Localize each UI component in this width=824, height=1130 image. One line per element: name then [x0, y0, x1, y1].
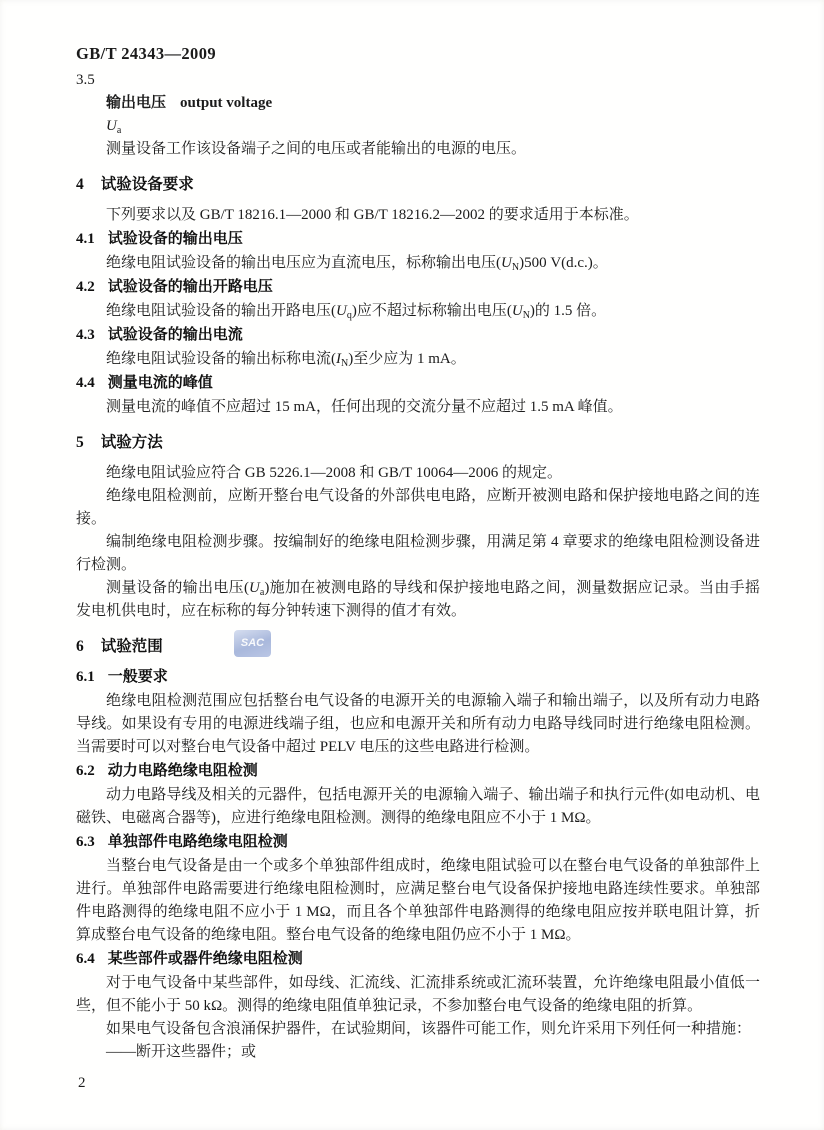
paragraph-5-1: 绝缘电阻试验应符合 GB 5226.1—2008 和 GB/T 10064—2006 的规定。: [106, 465, 562, 481]
section-number: 4: [76, 176, 84, 193]
clause-heading-4-4: [76, 372, 760, 395]
clause-number: 6.3: [76, 834, 95, 850]
section-title: 试验范围: [100, 638, 163, 655]
page-content: [76, 42, 760, 1095]
text-segment: )的 1.5 倍。: [529, 303, 607, 319]
variable: U: [249, 580, 260, 596]
page-number: 2: [78, 1075, 86, 1091]
paragraph-6-3: 当整台电气设备是由一个或多个单独部件组成时，绝缘电阻试验可以在整台电气设备的单独部件上进行。单独部件电路需要进行绝缘电阻检测时，应满足整台电气设备保护接地电路连续性要求。单独部件电路测得的绝缘电阻不应小于 1 MΩ，而且各个单独部件电路测得的绝缘电阻应按并联电阻计算，折算成整台电气设备的绝缘电阻。整台电气设备的绝缘电阻仍应不小于 1 MΩ。: [76, 858, 760, 943]
text-segment: 绝缘电阻试验设备的输出电压应为直流电压，标称输出电压(: [106, 255, 501, 271]
text-segment: 绝缘电阻试验设备的输出开路电压(: [106, 303, 336, 319]
section-number: 6: [76, 638, 84, 655]
term-en: output voltage: [180, 95, 273, 111]
clause-title: 试验设备的输出电流: [107, 327, 243, 343]
section-heading-6: [76, 635, 760, 658]
symbol-letter: U: [106, 118, 117, 134]
clause-title: 动力电路绝缘电阻检测: [107, 763, 258, 779]
variable: U: [336, 303, 347, 319]
paragraph-4-3: [76, 348, 760, 371]
text-segment: )至少应为 1 mA。: [348, 351, 466, 367]
variable-subscript: q: [346, 310, 352, 321]
standard-code: GB/T 24343—2009: [76, 44, 217, 63]
text-segment: 测量设备的输出电压(: [106, 580, 250, 596]
clause-heading-6-3: [76, 831, 760, 854]
symbol-subscript: a: [116, 125, 122, 136]
paragraph-4-intro: 下列要求以及 GB/T 18216.1—2000 和 GB/T 18216.2—2002 的要求适用于本标准。: [106, 207, 639, 223]
section-number: 5: [76, 434, 84, 451]
paragraph-4-4: 测量电流的峰值不应超过 15 mA，任何出现的交流分量不应超过 1.5 mA 峰值。: [106, 399, 623, 415]
section-title: 试验方法: [100, 434, 163, 451]
variable-subscript: a: [259, 587, 265, 598]
section-title: 试验设备要求: [100, 176, 194, 193]
text-segment: )500 V(d.c.)。: [519, 255, 608, 271]
clause-title: 一般要求: [107, 669, 168, 685]
clause-heading-6-2: [76, 760, 760, 783]
paragraph-5-4: [76, 577, 760, 623]
variable: I: [336, 351, 341, 367]
clause-title: 试验设备的输出开路电压: [107, 279, 273, 295]
clause-number: 4.3: [76, 327, 95, 343]
dash-list-item: ——断开这些器件；或: [106, 1044, 257, 1060]
clause-title: 试验设备的输出电压: [107, 231, 243, 247]
clause-heading-4-3: [76, 324, 760, 347]
clause-number: 4.2: [76, 279, 95, 295]
term-heading-3-5: [106, 92, 760, 115]
variable-subscript: N: [511, 262, 520, 273]
clause-heading-4-1: [76, 228, 760, 251]
text-segment: )施加在被测电路的导线和保护接地电路之间，测量数据应记录。当由手摇发电机供电时，应在标称的每分钟转速下测得的值才有效。: [76, 580, 761, 619]
clause-heading-6-4: [76, 948, 760, 971]
clause-number: 6.4: [76, 951, 95, 967]
variable-subscript: N: [341, 358, 349, 369]
section-heading-4: [76, 173, 760, 196]
text-segment: 绝缘电阻试验设备的输出标称电流(: [106, 351, 336, 367]
term-cn: 输出电压: [106, 95, 167, 111]
clause-heading-6-1: [76, 666, 760, 689]
paragraph-5-3: 编制绝缘电阻检测步骤。按编制好的绝缘电阻检测步骤，用满足第 4 章要求的绝缘电阻检测设备进行检测。: [76, 534, 760, 573]
section-heading-5: [76, 431, 760, 454]
clause-heading-4-2: [76, 276, 760, 299]
clause-3-5-number: 3.5: [76, 72, 95, 88]
paragraph-6-2: 动力电路导线及相关的元器件，包括电源开关的电源输入端子、输出端子和执行元件(如电动机、电磁铁、电磁离合器等)，应进行绝缘电阻检测。测得的绝缘电阻应不小于 1 MΩ。: [76, 787, 760, 826]
paragraph-6-1: 绝缘电阻检测范围应包括整台电气设备的电源开关的电源输入端子和输出端子，以及所有动力电路导线。如果设有专用的电源进线端子组，也应和电源开关和所有动力电路导线同时进行绝缘电阻检测。当需要时可以对整台电气设备中超过 PELV 电压的这些电路进行检测。: [76, 693, 760, 755]
paragraph-4-2: [76, 300, 760, 323]
paragraph-6-4-1: 对于电气设备中某些部件，如母线、汇流线、汇流排系统或汇流环装置，允许绝缘电阻最小值低一些，但不能小于 50 kΩ。测得的绝缘电阻值单独记录，不参加整台电气设备的绝缘电阻的折算。: [76, 975, 760, 1014]
variable: U: [511, 303, 523, 319]
definition-3-5: 测量设备工作该设备端子之间的电压或者能输出的电源的电压。: [106, 141, 527, 157]
sac-watermark: SAC: [234, 630, 271, 657]
clause-title: 某些部件或器件绝缘电阻检测: [107, 951, 303, 967]
paragraph-5-2: 绝缘电阻检测前，应断开整台电气设备的外部供电电路，应断开被测电路和保护接地电路之间的连接。: [76, 488, 760, 527]
clause-number: 4.1: [76, 231, 95, 247]
clause-number: 6.2: [76, 763, 95, 779]
variable-subscript: N: [522, 310, 530, 321]
variable: U: [501, 255, 512, 271]
clause-title: 单独部件电路绝缘电阻检测: [107, 834, 288, 850]
term-symbol-3-5: [106, 115, 760, 138]
clause-number: 6.1: [76, 669, 95, 685]
text-segment: )应不超过标称输出电压(: [351, 303, 512, 319]
clause-title: 测量电流的峰值: [107, 375, 213, 391]
paragraph-6-4-2: 如果电气设备包含浪涌保护器件，在试验期间，该器件可能工作，则允许采用下列任何一种措施：: [106, 1021, 752, 1037]
paragraph-4-1: [76, 252, 760, 275]
clause-number: 4.4: [76, 375, 95, 391]
